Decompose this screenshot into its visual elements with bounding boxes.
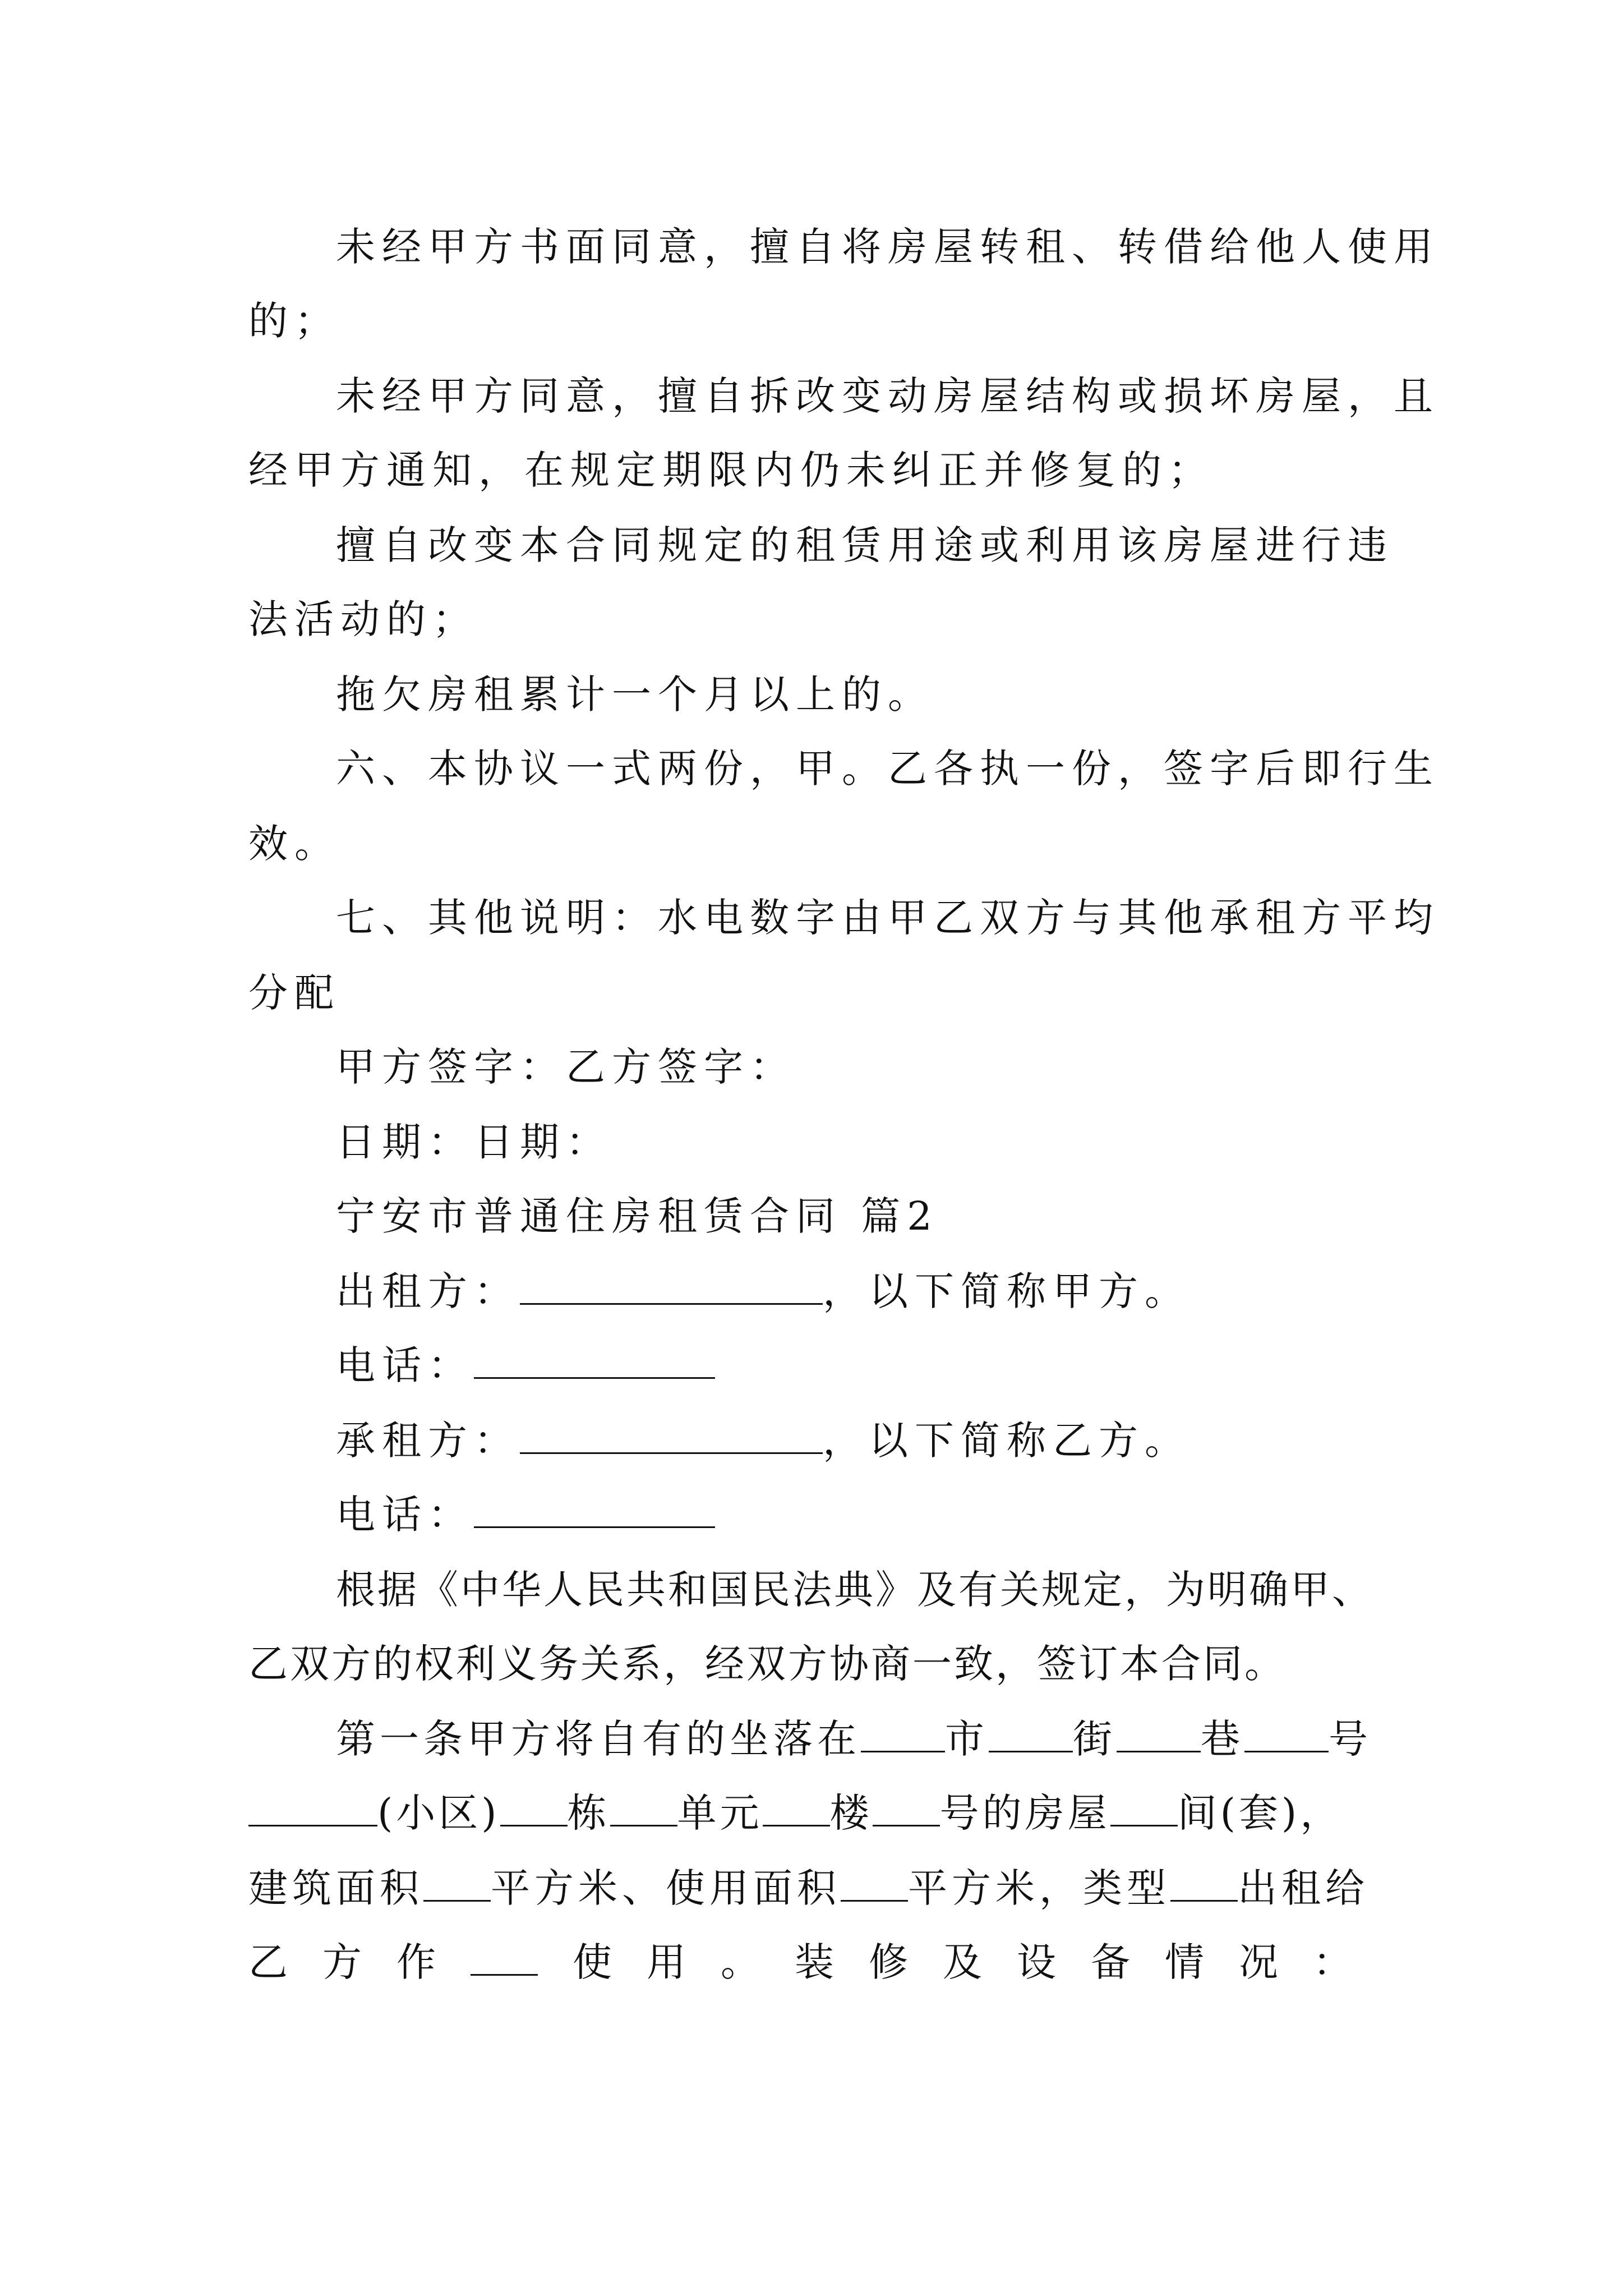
usage-blank[interactable] [471,1939,538,1976]
paragraph-line: 未经甲方书面同意，擅自将房屋转租、转借给他人使用 [336,224,1440,270]
paragraph-line: 法活动的； [248,596,478,642]
lessor-label: 出租方： [336,1268,520,1314]
article-text: (小区) [377,1790,500,1836]
lessee-name-blank[interactable] [520,1418,823,1454]
lessor-name-blank[interactable] [520,1268,823,1305]
paragraph-line: 擅自改变本合同规定的租赁用途或利用该房屋进行违 [336,522,1394,568]
paragraph-line: 分配 [248,970,340,1016]
paragraph-line: 拖欠房租累计一个月以上的。 [336,671,934,717]
phone-label: 电话： [336,1492,474,1538]
type-blank[interactable] [1170,1865,1238,1902]
article-text: 第一条甲方将自有的坐落在 [336,1716,861,1762]
lessee-suffix: ，以下简称乙方。 [823,1418,1191,1464]
lessee-label: 承租方： [336,1418,520,1464]
article-text: 平方米、使用面积 [491,1865,841,1911]
paragraph-line: 七、其他说明：水电数字由甲乙双方与其他承租方平均 [336,895,1440,941]
lessee-phone-line [336,1487,715,1543]
unit-blank[interactable] [610,1790,677,1826]
lessor-phone-line [336,1337,715,1393]
lane-blank[interactable] [1117,1716,1201,1752]
article-text: 街 [1073,1716,1117,1762]
room-number-blank[interactable] [873,1790,940,1826]
article-text: 使用。装修及设备情况： [573,1939,1387,1985]
article1-line2 [248,1785,1343,1841]
article-text: 号的房屋 [939,1790,1110,1836]
signature-line: 甲方签字：乙方签字： [336,1044,796,1090]
article-text: 乙方作 [248,1939,471,1985]
article1-line3 [248,1860,1369,1916]
paragraph-line: 乙双方的权利义务关系，经双方协商一致，签订本合同。 [248,1641,1286,1687]
building-area-blank[interactable] [423,1865,491,1902]
article-text: 平方米，类型 [908,1865,1170,1911]
number-blank[interactable] [1244,1716,1329,1752]
phone-label: 电话： [336,1342,474,1388]
article-text: 出租给 [1238,1865,1369,1911]
lessee-line [336,1412,1191,1469]
community-blank[interactable] [248,1790,377,1826]
city-blank[interactable] [861,1716,945,1752]
paragraph-line: 六、本协议一式两份，甲。乙各执一份，签字后即行生 [336,746,1440,792]
floor-blank[interactable] [763,1790,830,1826]
paragraph-line: 效。 [248,821,340,867]
street-blank[interactable] [989,1716,1073,1752]
section-heading: 宁安市普通住房租赁合同 篇2 [336,1193,939,1239]
paragraph-line: 的； [248,298,340,344]
article-text: 间(套)， [1177,1790,1343,1836]
article-text: 楼 [829,1790,873,1836]
lessor-phone-blank[interactable] [474,1342,715,1379]
building-blank[interactable] [500,1790,568,1826]
lessee-phone-blank[interactable] [474,1492,715,1528]
lessor-line [336,1263,1191,1319]
usable-area-blank[interactable] [841,1865,908,1902]
article-text: 建筑面积 [248,1865,423,1911]
article-text: 单元 [677,1790,763,1836]
article-text: 市 [945,1716,989,1762]
date-line: 日期：日期： [336,1119,612,1165]
article1-line4 [248,1934,1387,1990]
paragraph-line: 经甲方通知，在规定期限内仍未纠正并修复的； [248,447,1214,493]
paragraph-line: 未经甲方同意，擅自拆改变动房屋结构或损坏房屋，且 [336,373,1440,419]
article-text: 号 [1329,1716,1372,1762]
lessor-suffix: ，以下简称甲方。 [823,1268,1191,1314]
rooms-blank[interactable] [1110,1790,1178,1826]
article-text: 栋 [567,1790,610,1836]
article-text: 巷 [1201,1716,1244,1762]
paragraph-line: 根据《中华人民共和国民法典》及有关规定，为明确甲、 [336,1567,1373,1613]
article1-line1 [336,1711,1372,1767]
